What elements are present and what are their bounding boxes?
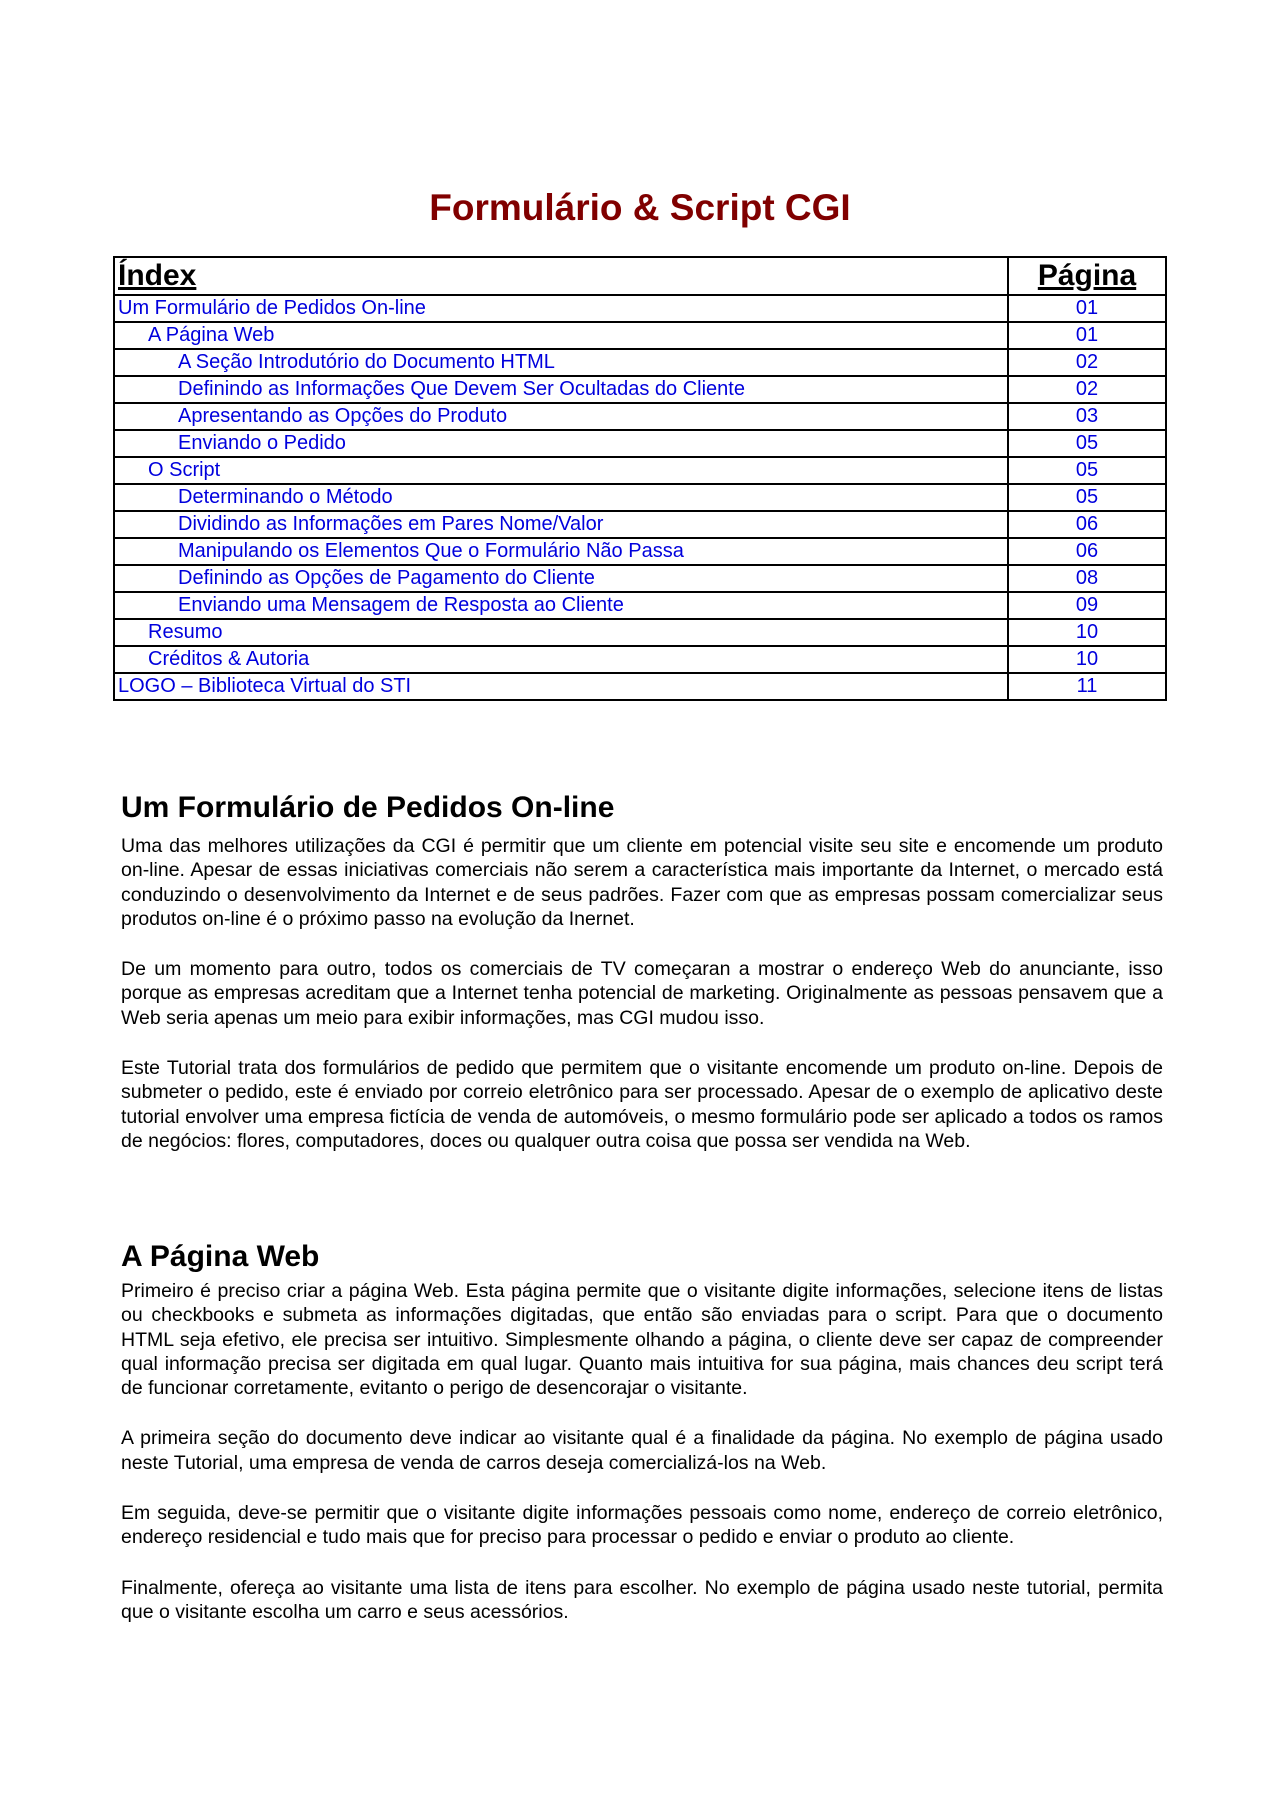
toc-row (114, 646, 1166, 673)
body-paragraph: Uma das melhores utilizações da CGI é permitir que um cliente em potencial visite seu site e encomende um produto on-line. Apesar de essas iniciativas comerciais não serem a característica mais importante da Internet, o mercado está conduzindo o desenvolvimento da Internet e de seus padrões. Fazer com que as empresas possam comercializar seus produtos on-line é o próximo passo na evolução da Inernet. (121, 835, 1163, 930)
toc-link[interactable]: A Página Web (148, 324, 275, 346)
toc-page-link[interactable]: 03 (1075, 405, 1099, 427)
toc-page-link[interactable]: 08 (1075, 567, 1099, 589)
toc-link[interactable]: Definindo as Informações Que Devem Ser Ocultadas do Cliente (178, 378, 745, 400)
toc-link[interactable]: Resumo (148, 621, 223, 643)
toc-page-link[interactable]: 06 (1075, 540, 1099, 562)
toc-row (114, 322, 1166, 349)
section-web-page (121, 1239, 1163, 1650)
toc-link[interactable]: Determinando o Método (178, 486, 393, 508)
toc-row (114, 295, 1166, 322)
toc-link[interactable]: LOGO – Biblioteca Virtual do STI (118, 675, 412, 697)
body-paragraph: Este Tutorial trata dos formulários de pedido que permitem que o visitante encomende um produto on-line. Depois de submeter o pedido, este é enviado por correio eletrônico para ser processado. Apesar de o exemplo de aplicativo deste tutorial envolver uma empresa fictícia de venda de automóveis, o mesmo formulário pode ser aplicado a todos os ramos de negócios: flores, computadores, doces ou qualquer outra coisa que possa ser vendida na Web. (121, 1057, 1163, 1152)
body-paragraph: Finalmente, ofereça ao visitante uma lista de itens para escolher. No exemplo de página usado neste tutorial, permita que o visitante escolha um carro e seus acessórios. (121, 1576, 1163, 1623)
toc-row (114, 619, 1166, 646)
body-paragraph: Primeiro é preciso criar a página Web. Esta página permite que o visitante digite informações, selecione itens de listas ou checkbooks e submeta as informações digitadas, que então são enviadas para o script. Para que o documento HTML seja efetivo, ele precisa ser intuitivo. Simplesmente olhando a página, o cliente deve ser capaz de compreender qual informação precisa ser digitada em qual lugar. Quanto mais intuitiva for sua página, mais chances deu script terá de funcionar corretamente, evitanto o perigo de desencorajar o visitante. (121, 1280, 1163, 1400)
toc-link[interactable]: A Seção Introdutório do Documento HTML (178, 351, 555, 373)
table-of-contents (113, 256, 1167, 701)
section-online-order-form (121, 790, 1163, 1179)
toc-row (114, 349, 1166, 376)
toc-page-link[interactable]: 01 (1075, 297, 1099, 319)
toc-row (114, 484, 1166, 511)
toc-page-link[interactable]: 02 (1075, 351, 1099, 373)
toc-page-link[interactable]: 05 (1075, 459, 1099, 481)
toc-row (114, 565, 1166, 592)
section-heading: Um Formulário de Pedidos On-line (121, 791, 615, 824)
toc-header-row (114, 257, 1166, 295)
section-heading: A Página Web (121, 1240, 320, 1273)
toc-row (114, 430, 1166, 457)
document-title: Formulário & Script CGI (429, 187, 851, 228)
body-paragraph: Em seguida, deve-se permitir que o visitante digite informações pessoais como nome, endereço de correio eletrônico, endereço residencial e tudo mais que for preciso para processar o pedido e enviar o produto ao cliente. (121, 1502, 1163, 1549)
body-paragraph: A primeira seção do documento deve indicar ao visitante qual é a finalidade da página. No exemplo de página usado neste Tutorial, uma empresa de venda de carros deseja comercializá-los na Web. (121, 1427, 1163, 1474)
toc-link[interactable]: O Script (148, 459, 221, 481)
toc-link[interactable]: Dividindo as Informações em Pares Nome/Valor (178, 513, 604, 535)
toc-row (114, 403, 1166, 430)
toc-row (114, 673, 1166, 700)
toc-row (114, 376, 1166, 403)
toc-link[interactable]: Um Formulário de Pedidos On-line (118, 297, 426, 319)
toc-page-link[interactable]: 01 (1075, 324, 1099, 346)
toc-page-link[interactable]: 11 (1076, 675, 1098, 697)
toc-link[interactable]: Enviando uma Mensagem de Resposta ao Cliente (178, 594, 624, 616)
toc-row (114, 592, 1166, 619)
toc-link[interactable]: Enviando o Pedido (178, 432, 346, 454)
toc-page-link[interactable]: 05 (1075, 486, 1099, 508)
toc-link[interactable]: Definindo as Opções de Pagamento do Cliente (178, 567, 595, 589)
toc-header-page: Página (1008, 257, 1166, 295)
toc-link[interactable]: Créditos & Autoria (148, 648, 310, 670)
toc-page-link[interactable]: 05 (1075, 432, 1099, 454)
body-paragraph: De um momento para outro, todos os comerciais de TV começaran a mostrar o endereço Web do anunciante, isso porque as empresas acreditam que a Internet tenha potencial de marketing. Originalmente as pessoas pensavem que a Web seria apenas um meio para exibir informações, mas CGI mudou isso. (121, 958, 1163, 1029)
toc-link[interactable]: Apresentando as Opções do Produto (178, 405, 508, 427)
toc-row (114, 538, 1166, 565)
toc-page-link[interactable]: 10 (1075, 621, 1099, 643)
toc-header-index: Índex (114, 257, 1008, 295)
toc-page-link[interactable]: 09 (1075, 594, 1099, 616)
toc-page-link[interactable]: 02 (1075, 378, 1099, 400)
toc-page-link[interactable]: 06 (1075, 513, 1099, 535)
toc-link[interactable]: Manipulando os Elementos Que o Formulário Não Passa (178, 540, 684, 562)
toc-page-link[interactable]: 10 (1075, 648, 1099, 670)
toc-row (114, 457, 1166, 484)
toc-row (114, 511, 1166, 538)
